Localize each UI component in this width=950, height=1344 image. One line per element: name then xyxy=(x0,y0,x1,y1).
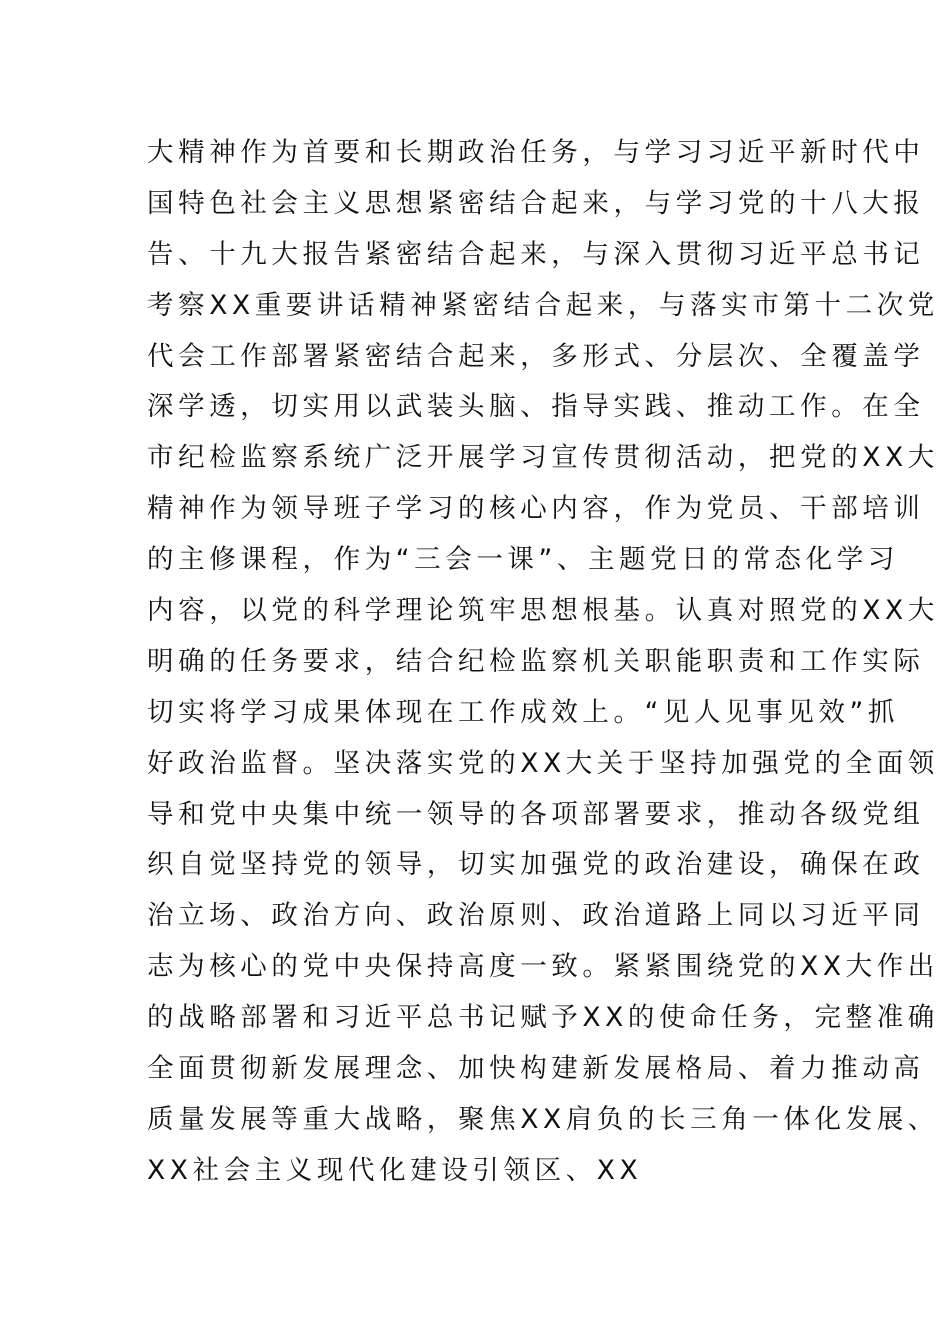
text-line: 精神作为领导班子学习的核心内容，作为党员、干部培训 xyxy=(147,493,925,525)
text-line: 质量发展等重大战略，聚焦XX肩负的长三角一体化发展、 xyxy=(147,1103,939,1135)
text-line: 的战略部署和习近平总书记赋予XX的使命任务，完整准确 xyxy=(147,1002,939,1034)
text-line: 全面贯彻新发展理念、加快构建新发展格局、着力推动高 xyxy=(147,1053,925,1085)
text-line: 内容，以党的科学理论筑牢思想根基。认真对照党的XX大 xyxy=(147,595,939,627)
text-line: 明确的任务要求，结合纪检监察机关职能职责和工作实际 xyxy=(147,645,925,677)
text-line: 告、十九大报告紧密结合起来，与深入贯彻习近平总书记 xyxy=(147,238,925,270)
text-line: 导和党中央集中统一领导的各项部署要求，推动各级党组 xyxy=(147,798,925,830)
text-line: 切实将学习成果体现在工作成效上。“见人见事见效”抓 xyxy=(147,696,899,728)
text-line: 市纪检监察系统广泛开展学习宣传贯彻活动，把党的XX大 xyxy=(147,442,939,474)
text-line: 代会工作部署紧密结合起来，多形式、分层次、全覆盖学 xyxy=(147,340,925,372)
text-line: 织自觉坚持党的领导，切实加强党的政治建设，确保在政 xyxy=(147,849,925,881)
text-line: 治立场、政治方向、政治原则、政治道路上同以习近平同 xyxy=(147,900,925,932)
text-line: 的主修课程，作为“三会一课”、主题党日的常态化学习 xyxy=(147,544,899,576)
text-line: 志为核心的党中央保持高度一致。紧紧围绕党的XX大作出 xyxy=(147,951,939,983)
text-line: 国特色社会主义思想紧密结合起来，与学习党的十八大报 xyxy=(147,187,925,219)
body-paragraph xyxy=(147,128,939,1197)
text-line: 大精神作为首要和长期政治任务，与学习习近平新时代中 xyxy=(147,137,925,168)
text-line: XX社会主义现代化建设引领区、XX xyxy=(147,1154,643,1186)
text-line: 好政治监督。坚决落实党的XX大关于坚持加强党的全面领 xyxy=(147,747,939,779)
text-line: 考察XX重要讲话精神紧密结合起来，与落实市第十二次党 xyxy=(147,289,939,321)
text-line: 深学透，切实用以武装头脑、指导实践、推动工作。在全 xyxy=(147,391,925,423)
